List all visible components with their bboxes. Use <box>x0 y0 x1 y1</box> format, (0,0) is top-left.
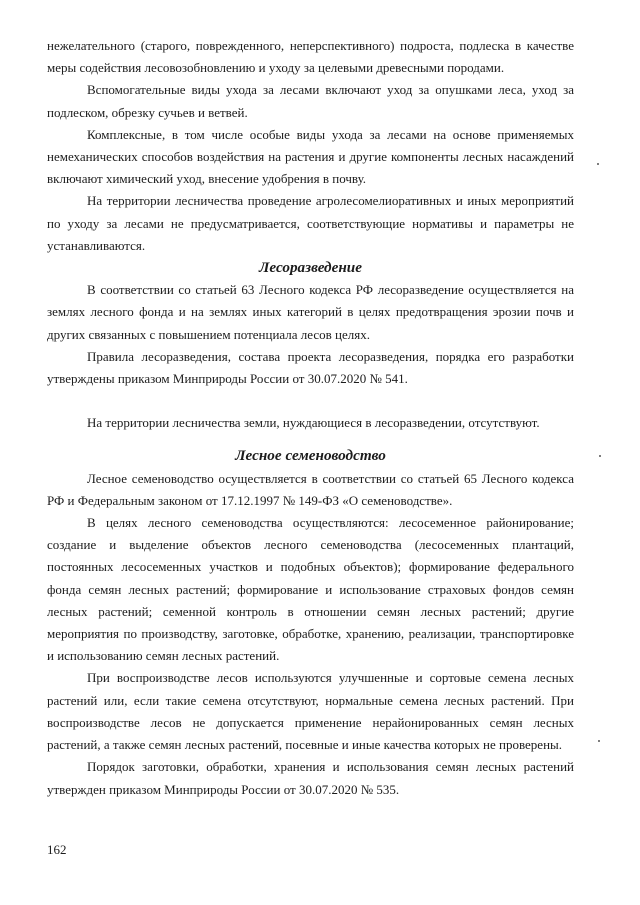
scan-speck <box>599 455 601 457</box>
scan-speck <box>597 163 599 165</box>
paragraph-afforestation-rules: Правила лесоразведения, состава проекта лесоразведения, порядка его разработки утверждены приказом Минприроды России от 30.07.2020 № 541. <box>47 348 574 387</box>
paragraph-complex-care: Комплексные, в том числе особые виды ухода за лесами на основе применяемых немеханических способов воздействия на растения и другие компоненты лесных насаждений включают химический уход, внесение удобрения в почву. <box>47 126 574 187</box>
scan-speck <box>598 740 600 742</box>
section-heading-afforestation: Лесоразведение <box>259 259 362 277</box>
paragraph-afforestation-absent: На территории лесничества земли, нуждающиеся в лесоразведении, отсутствуют. <box>87 415 540 431</box>
paragraph-thinning-continuation: нежелательного (старого, поврежденного, неперспективного) подроста, подлеска в качестве меры содействия лесовозобновлению и уходу за целевыми древесными породами. <box>47 38 574 76</box>
page-number: 162 <box>47 842 67 857</box>
paragraph-seed-usage: При воспроизводстве лесов используются улучшенные и сортовые семена лесных растений или, если такие семена отсутствуют, нормальные семена лесных растений. При воспроизводстве лесов не допускается применение нерайонированных семян лесных растений, а также семян лесных растений, посевные и иные качества которых не проверены. <box>47 670 574 753</box>
paragraph-seed-law: Лесное семеноводство осуществляется в соответствии со статьей 65 Лесного кодекса РФ и Федеральным законом от 17.12.1997 № 149-ФЗ «О семеноводстве». <box>47 470 574 508</box>
paragraph-agroforestry: На территории лесничества проведение агролесомелиоративных и иных мероприятий по уходу за лесами не предусматривается, соответствующие нормативы и параметры не устанавливаются. <box>47 193 574 253</box>
paragraph-auxiliary-care: Вспомогательные виды ухода за лесами включают уход за опушками леса, уход за подлеском, обрезку сучьев и ветвей. <box>47 82 574 120</box>
paragraph-seed-order: Порядок заготовки, обработки, хранения и использования семян лесных растений утвержден приказом Минприроды России от 30.07.2020 № 535. <box>47 759 574 797</box>
paragraph-seed-purposes: В целях лесного семеноводства осуществляются: лесосеменное районирование; создание и выделение объектов лесного семеноводства (лесосеменных плантаций, постоянных лесосеменных участков и подобных объектов); формирование федерального фонда семян лесных растений; формирование и использование страховых фондов семян лесных растений; семенной контроль в отношении семян лесных растений; другие мероприятия по производству, заготовке, обработке, хранению, реализации, транспортировке и использованию семян лесных растений. <box>47 515 574 664</box>
document-body <box>47 35 574 801</box>
section-heading-seed-production: Лесное семеноводство <box>235 447 386 465</box>
paragraph-afforestation-article: В соответствии со статьей 63 Лесного кодекса РФ лесоразведение осуществляется на землях лесного фонда и на землях иных категорий в целях предотвращения эрозии почв и других связанных с повышением потенциала лесов целях. <box>47 282 574 342</box>
